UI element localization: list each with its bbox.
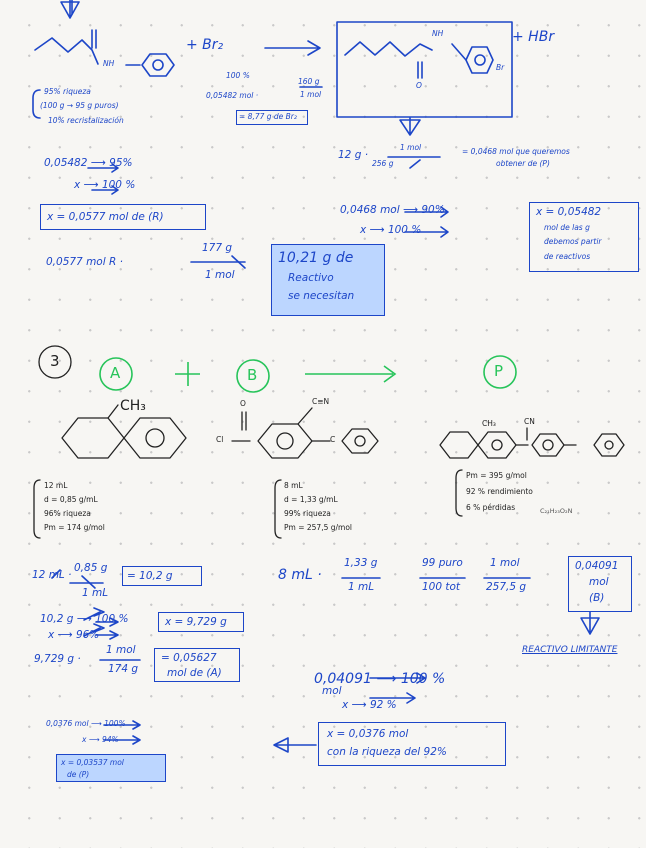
cn-p: CN — [524, 417, 535, 426]
calc-b-f1-den: 1 mL — [348, 581, 375, 593]
data-b-line: Pm = 257,5 g/mol — [284, 523, 353, 532]
c-b: C — [330, 435, 336, 444]
product-box — [337, 22, 512, 117]
mr-num: 177 g — [202, 242, 233, 254]
calc-a1-num: 0,85 g — [74, 562, 108, 574]
calc-a1-den: 1 mL — [82, 587, 109, 599]
mass-calc: 0,05482 mol · — [206, 91, 259, 100]
target-calc: 12 g · — [338, 149, 369, 161]
calc-b-f1-num: 1,33 g — [344, 557, 378, 569]
rule-c-1: 0,04091 ⟶ 100 % — [314, 671, 446, 687]
ch3-p: CH₃ — [482, 419, 496, 428]
brace-icon — [33, 90, 40, 118]
mass-calc-den: 1 mol — [300, 90, 322, 99]
final-box — [318, 722, 506, 766]
purity-note-2: (100 g → 95 g puros) — [40, 101, 119, 110]
reaction-arrow-2 — [305, 366, 395, 382]
calc-a1: 12 mL · — [32, 569, 72, 581]
target-result-2: obtener de (P) — [496, 159, 550, 168]
reactant-amide-structure — [35, 30, 174, 76]
rule-b-1: 0,0468 mol ⟶ 90% — [340, 204, 445, 216]
hl-line-3: se necesitan — [288, 290, 355, 302]
data-b-line: d = 1,33 g/mL — [284, 495, 338, 504]
top-arrow-icon — [61, 0, 79, 18]
calc-a3-res-1: = 0,05627 — [161, 652, 217, 664]
small-result-box — [56, 754, 166, 782]
hl-line-2: Reactivo — [288, 272, 334, 284]
mass-result: = 8,77 g de Br₂ — [239, 112, 297, 121]
hl-line-1: 10,21 g de — [278, 250, 354, 266]
calc-a2-box — [158, 612, 244, 632]
mass-calc-num: 160 g — [298, 77, 320, 86]
calc-b-res-3: (B) — [589, 592, 605, 604]
calc-a3-res-2: mol de (A) — [167, 667, 222, 679]
label-b: B — [247, 366, 258, 384]
reaction-arrow-1 — [265, 41, 320, 55]
rule-b-2: x ⟶ 100 % — [360, 224, 422, 236]
down-arrow-icon-2 — [581, 612, 599, 634]
box-x2-line-2: mol de las g — [544, 223, 590, 232]
rule-c-2: mol — [322, 685, 342, 697]
down-arrow-icon — [400, 118, 420, 135]
small-box-line-1: x = 0,03537 mol — [61, 758, 124, 767]
calc-a3-num: 1 mol — [106, 644, 136, 656]
br2-purity: 100 % — [226, 71, 250, 80]
data-a-line: 96% riqueza — [44, 509, 91, 518]
label-p: P — [494, 362, 504, 380]
reactivo-limitante: REACTIVO LIMITANTE — [522, 645, 618, 655]
data-a-line: d = 0,85 g/mL — [44, 495, 98, 504]
highlight-result-box — [271, 244, 385, 316]
data-p-line: 92 % rendimiento — [466, 487, 533, 496]
data-b-line: 8 mL — [284, 481, 303, 490]
purity-note-1: 95% riqueza — [44, 87, 91, 96]
box-x: x = 0,0577 mol de (R) — [47, 211, 164, 223]
data-p-line: 6 % pérdidas — [466, 503, 516, 512]
br-substituent: Br — [496, 63, 505, 72]
rule-d-2: x ⟶ 94% — [82, 735, 119, 744]
calc-a2-2: x ⟶ 96% — [48, 629, 100, 641]
data-b-line: 99% riqueza — [284, 509, 331, 518]
oxygen-label: O — [416, 81, 422, 90]
purity-note-3: 10% recristalización — [48, 116, 124, 125]
cn-b: C≡N — [312, 397, 330, 406]
box-x2-line-4: de reactivos — [544, 252, 591, 261]
plus-br2: + Br₂ — [186, 37, 224, 53]
box-x2-line-3: debemos partir — [544, 237, 602, 246]
calc-a3-den: 174 g — [108, 663, 139, 675]
calc-a2-1: 10,2 g ⟶ 100 % — [40, 613, 129, 625]
calc-b-box — [568, 556, 632, 612]
data-p-line: Pm = 395 g/mol — [466, 471, 527, 480]
mass-reactivo: 0,0577 mol R · — [46, 256, 123, 268]
target-frac-den: 256 g — [372, 159, 394, 168]
left-arrow-icon — [274, 738, 316, 752]
final-box-line-1: x = 0,0376 mol — [327, 728, 409, 740]
nh-left: NH — [103, 59, 115, 68]
calc-b-res-1: 0,04091 — [575, 560, 619, 572]
calc-b: 8 mL · — [278, 567, 322, 583]
calc-a1-res: = 10,2 g — [127, 570, 173, 582]
section-number: 3 — [50, 352, 60, 370]
calc-a3-box — [154, 648, 240, 682]
rule-c-3: x ⟶ 92 % — [342, 699, 397, 711]
molecule-p-structure — [440, 428, 624, 458]
calc-b-f2-num: 99 puro — [422, 557, 463, 569]
calc-b-res-2: mol — [589, 576, 609, 588]
calc-b-f3-num: 1 mol — [490, 557, 520, 569]
rule-a-2: x ⟶ 100 % — [74, 179, 136, 191]
cl-b: Cl — [216, 435, 224, 444]
nh-right: NH — [432, 29, 444, 38]
mass-result-box — [236, 110, 308, 125]
calc-a1-box — [122, 566, 202, 586]
data-a-line: 12 mL — [44, 481, 68, 490]
box-x2-line-1: x = 0,05482 — [536, 206, 602, 218]
data-a-line: Pm = 174 g/mol — [44, 523, 105, 532]
target-result-1: = 0,0468 mol que queremos — [462, 147, 570, 156]
calc-a2-res: x = 9,729 g — [165, 616, 227, 628]
p-formula: C₂₁H₂₃O₂N — [540, 507, 573, 515]
label-a: A — [110, 364, 121, 382]
small-box-line-2: de (P) — [67, 770, 90, 779]
calc-a3: 9,729 g · — [34, 653, 81, 665]
target-frac-num: 1 mol — [400, 143, 422, 152]
ch3-a: CH₃ — [120, 398, 146, 414]
result-box-reactivos — [529, 202, 639, 272]
product-structure — [345, 42, 493, 78]
o-b: O — [240, 399, 246, 408]
plus-icon — [175, 362, 200, 386]
result-box-r — [40, 204, 206, 230]
plus-hbr: + HBr — [512, 29, 555, 45]
final-box-line-2: con la riqueza del 92% — [327, 746, 447, 758]
calc-b-f2-den: 100 tot — [422, 581, 461, 593]
mr-den: 1 mol — [205, 269, 235, 281]
rule-d-1: 0,0376 mol ⟶ 100% — [46, 719, 126, 728]
rule-a-1: 0,05482 ⟶ 95% — [44, 157, 133, 169]
calc-b-f3-den: 257,5 g — [486, 581, 527, 593]
molecule-b-structure — [232, 408, 378, 458]
